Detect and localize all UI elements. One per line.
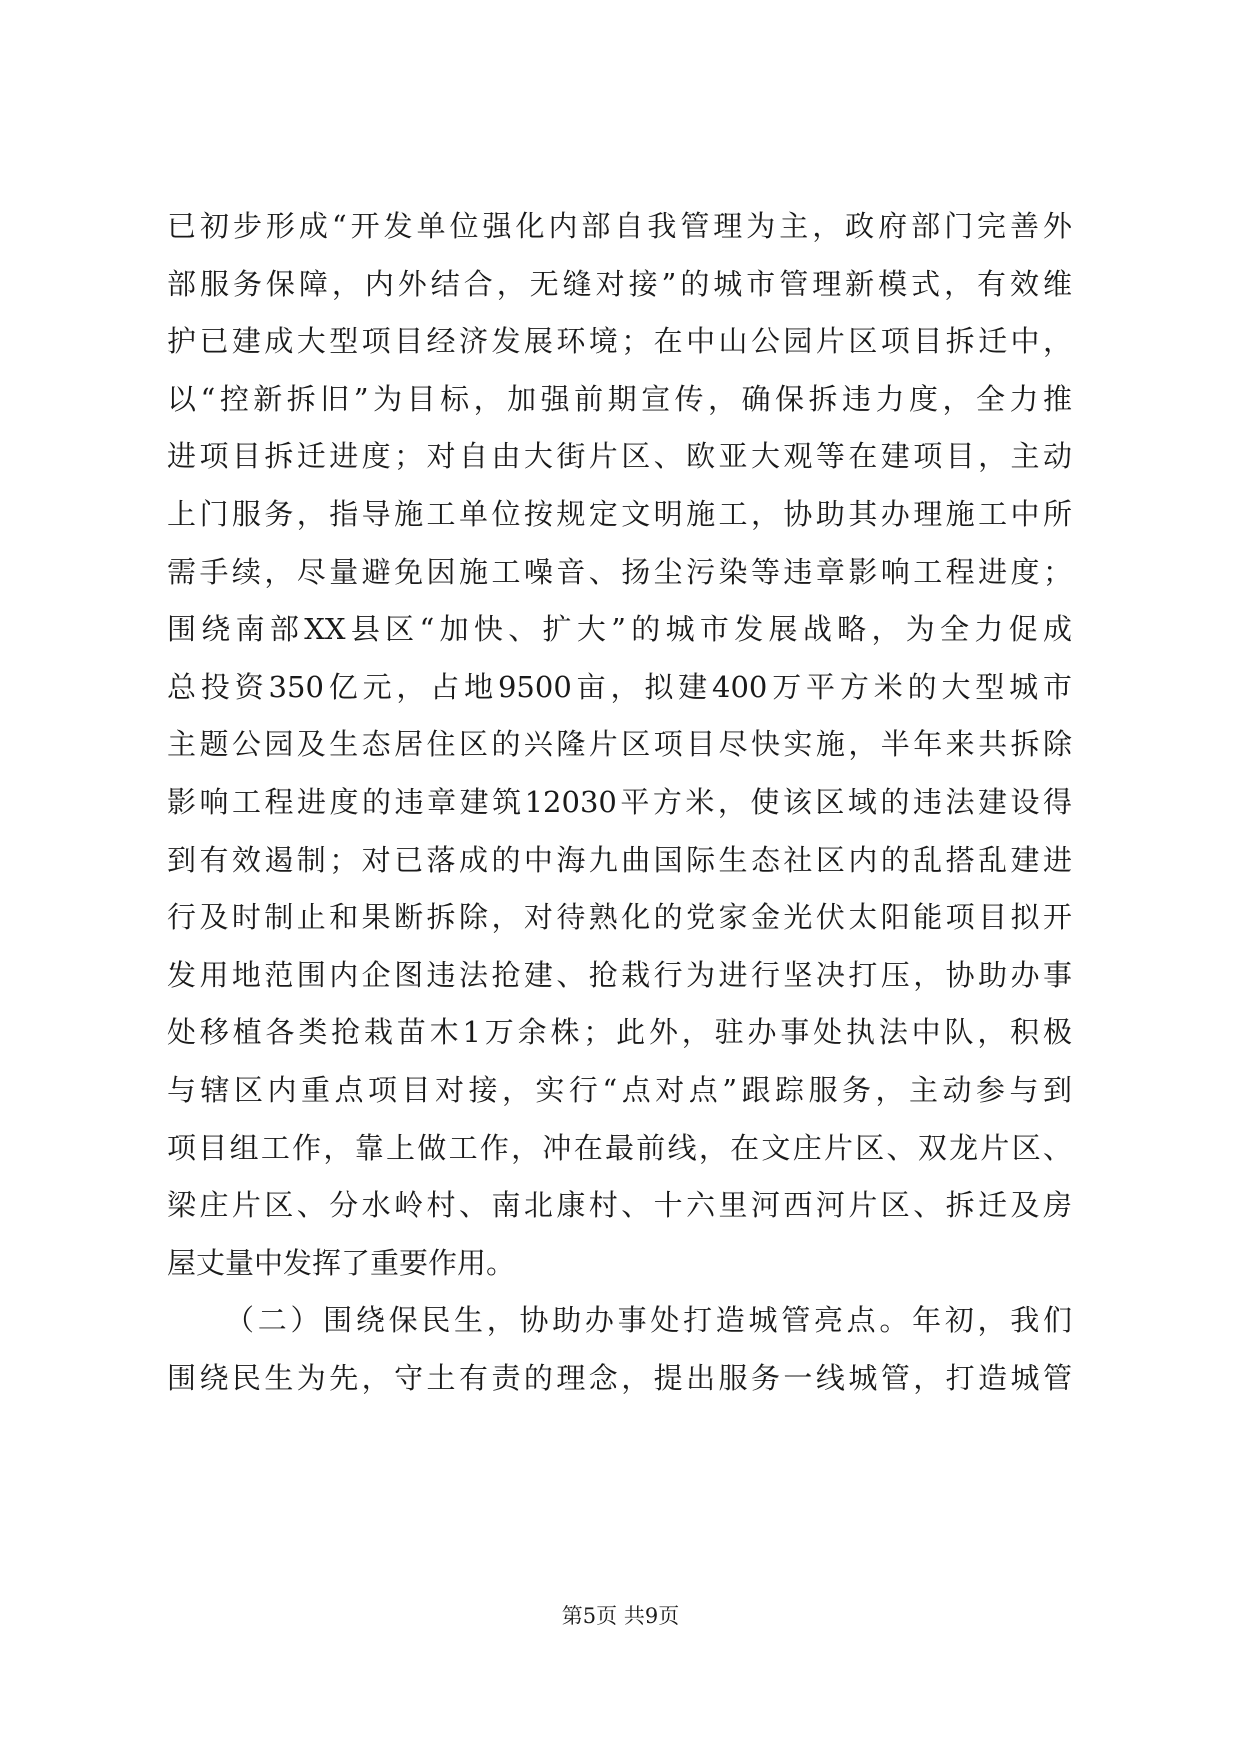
text-line: 到有效遏制；对已落成的中海九曲国际生态社区内的乱搭乱建进 xyxy=(167,842,1072,877)
text-line: 需手续，尽量避免因施工噪音、扬尘污染等违章影响工程进度； xyxy=(167,554,1072,589)
text-line: 总投资350亿元，占地9500亩，拟建400万平方米的大型城市 xyxy=(167,669,1072,704)
text-line: 以“控新拆旧”为目标，加强前期宣传，确保拆违力度，全力推 xyxy=(167,381,1072,416)
text-line: 处移植各类抢栽苗木1万余株；此外，驻办事处执法中队，积极 xyxy=(167,1015,1072,1050)
text-line: 进项目拆迁进度；对自由大街片区、欧亚大观等在建项目，主动 xyxy=(167,439,1072,474)
text-line: 项目组工作，靠上做工作，冲在最前线，在文庄片区、双龙片区、 xyxy=(167,1130,1072,1165)
text-line: 上门服务，指导施工单位按规定文明施工，协助其办理施工中所 xyxy=(167,496,1072,531)
text-line: 与辖区内重点项目对接，实行“点对点”跟踪服务，主动参与到 xyxy=(167,1072,1072,1107)
text-line: 影响工程进度的违章建筑12030平方米，使该区域的违法建设得 xyxy=(167,784,1072,819)
text-line: 围绕民生为先，守土有责的理念，提出服务一线城管，打造城管 xyxy=(167,1360,1072,1395)
text-line: 主题公园及生态居住区的兴隆片区项目尽快实施，半年来共拆除 xyxy=(167,727,1072,762)
text-line: 已初步形成“开发单位强化内部自我管理为主，政府部门完善外 xyxy=(167,209,1072,243)
text-line: 屋丈量中发挥了重要作用。 xyxy=(167,1245,516,1280)
text-line: 部服务保障，内外结合，无缝对接”的城市管理新模式，有效维 xyxy=(167,266,1072,301)
page-number-footer: 第5页 共9页 xyxy=(561,1604,680,1628)
text-line: 发用地范围内企图违法抢建、抢栽行为进行坚决打压，协助办事 xyxy=(167,957,1072,992)
text-line: 护已建成大型项目经济发展环境；在中山公园片区项目拆迁中， xyxy=(167,324,1072,359)
paragraph-1 xyxy=(167,198,1072,1292)
text-line: 围绕南部XX县区“加快、扩大”的城市发展战略，为全力促成 xyxy=(167,612,1072,647)
document-body xyxy=(167,198,1072,1407)
text-line: 梁庄片区、分水岭村、南北康村、十六里河西河片区、拆迁及房 xyxy=(167,1188,1072,1223)
text-line: 行及时制止和果断拆除，对待熟化的党家金光伏太阳能项目拟开 xyxy=(167,900,1072,935)
text-line: （二）围绕保民生，协助办事处打造城管亮点。年初，我们 xyxy=(225,1303,1072,1338)
paragraph-2 xyxy=(167,1292,1072,1407)
